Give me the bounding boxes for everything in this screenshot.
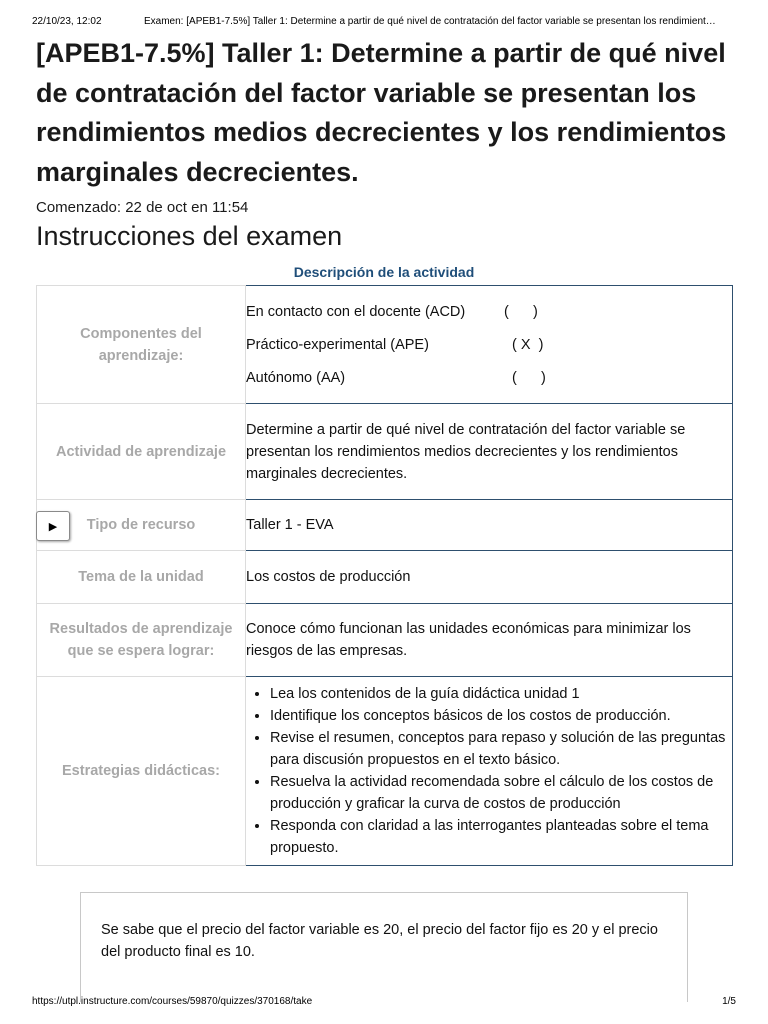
play-icon: ▶ <box>48 520 58 533</box>
list-item: • Resuelva la actividad recomendada sobre el cálculo de los costos de producción y graficar la curva de costos de producción <box>270 771 732 815</box>
started-timestamp: Comenzado: 22 de oct en 11:54 <box>36 199 249 216</box>
strategies-list <box>246 683 732 859</box>
question-text: Se sabe que el precio del factor variable es 20, el precio del factor fijo es 20 y el precio del producto final es 10. <box>101 922 658 960</box>
strategies-value <box>246 677 733 866</box>
topic-label: Tema de la unidad <box>37 551 246 604</box>
option-name: En contacto con el docente (ACD) <box>246 303 466 320</box>
option-mark: ( ) <box>504 369 546 386</box>
question-box <box>80 892 688 1002</box>
activity-description-table <box>36 285 733 866</box>
topic-value: Los costos de producción <box>246 551 733 604</box>
resource-label: Tipo de recurso <box>37 500 246 551</box>
print-header <box>32 16 738 27</box>
print-url: https://utpl.instructure.com/courses/59870/quizzes/370168/take <box>32 996 313 1007</box>
list-item: • Lea los contenidos de la guía didáctica unidad 1 <box>270 683 732 705</box>
table-row <box>37 604 733 677</box>
option-mark: ( ) <box>504 303 538 320</box>
component-option-ape <box>246 328 732 361</box>
table-row <box>37 404 733 500</box>
component-option-acd <box>246 295 732 328</box>
components-options <box>246 286 733 404</box>
component-option-aa <box>246 361 732 394</box>
strategies-label: Estrategias didácticas: <box>37 677 246 866</box>
activity-value: Determine a partir de qué nivel de contratación del factor variable se presentan los rendimientos medios decrecientes y los rendimientos marginales decrecientes. <box>246 404 733 500</box>
print-footer <box>32 996 736 1007</box>
table-row <box>37 286 733 404</box>
quiz-title: [APEB1-7.5%] Taller 1: Determine a partir de qué nivel de contratación del factor variable se presentan los rendimientos medios decrecientes y los rendimientos marginales decrecientes. <box>36 38 727 187</box>
list-item: • Revise el resumen, conceptos para repaso y solución de las preguntas para discusión propuestos en el texto básico. <box>270 727 732 771</box>
table-row <box>37 677 733 866</box>
table-row <box>37 500 733 551</box>
option-name: Autónomo (AA) <box>246 369 346 386</box>
activity-table-caption: Descripción de la actividad <box>293 264 475 280</box>
list-item: • Identifique los conceptos básicos de los costos de producción. <box>270 705 732 727</box>
outcomes-label: Resultados de aprendizaje que se espera lograr: <box>37 604 246 677</box>
table-row <box>37 551 733 604</box>
instructions-heading: Instrucciones del examen <box>36 221 343 251</box>
components-label: Componentes del aprendizaje: <box>37 286 246 404</box>
print-datetime: 22/10/23, 12:02 <box>32 16 102 27</box>
option-mark: ( X ) <box>504 336 544 353</box>
list-item: • Responda con claridad a las interrogantes planteadas sobre el tema propuesto. <box>270 815 732 859</box>
activity-label: Actividad de aprendizaje <box>37 404 246 500</box>
play-button[interactable] <box>36 511 70 541</box>
option-name: Práctico-experimental (APE) <box>246 336 429 353</box>
outcomes-value: Conoce cómo funcionan las unidades económicas para minimizar los riesgos de las empresas. <box>246 604 733 677</box>
print-page-title: Examen: [APEB1-7.5%] Taller 1: Determine a partir de qué nivel de contratación del factor variable se presentan los rendimient… <box>144 16 716 27</box>
resource-value: Taller 1 - EVA <box>246 500 733 551</box>
print-page-number: 1/5 <box>722 996 736 1007</box>
